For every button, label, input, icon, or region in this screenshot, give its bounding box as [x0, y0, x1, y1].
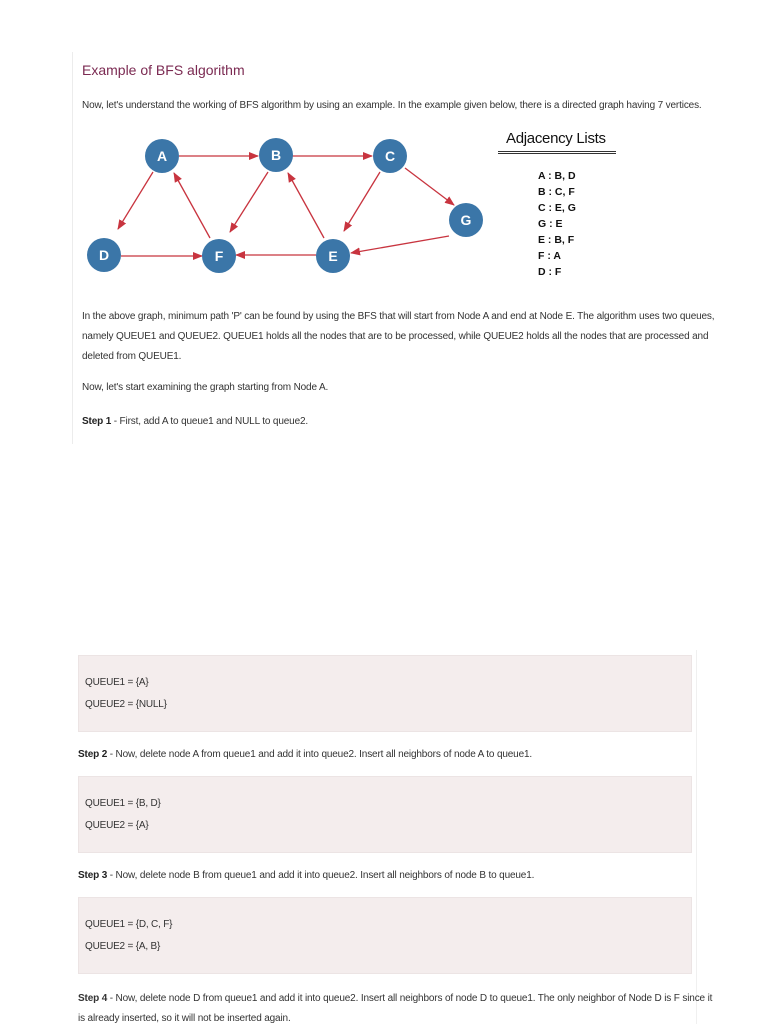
step-text: - First, add A to queue1 and NULL to queue2.	[111, 416, 309, 427]
adjacency-item: B : C, F	[538, 186, 575, 198]
adjacency-item: A : B, D	[538, 170, 576, 182]
adjacency-item: C : E, G	[538, 202, 576, 214]
step-label: Step 1	[82, 416, 112, 427]
intro-text: Now, let's understand the working of BFS algorithm by using an example. In the example given below, there is a directed graph having 7 vertices.	[82, 100, 702, 111]
step-text: - Now, delete node A from queue1 and add it into queue2. Insert all neighbors of node A to queue1.	[107, 749, 533, 760]
adjacency-title-underline	[498, 151, 616, 154]
edge-c-g	[405, 168, 454, 205]
queue-state-box	[78, 655, 692, 732]
step-label: Step 2	[78, 749, 108, 760]
queue1-value: QUEUE1 = {A}	[85, 677, 149, 688]
edge-b-f	[230, 172, 268, 232]
step-text: - Now, delete node B from queue1 and add it into queue2. Insert all neighbors of node B to queue1.	[107, 870, 535, 881]
bfs-graph-diagram	[80, 125, 500, 275]
section-heading: Example of BFS algorithm	[82, 62, 245, 78]
queue2-value: QUEUE2 = {A}	[85, 820, 149, 831]
step-3	[78, 870, 534, 881]
queue-state-box	[78, 897, 692, 974]
step-label: Step 3	[78, 870, 108, 881]
node-label-e: E	[328, 248, 338, 264]
step-text: - Now, delete node D from queue1 and add it into queue2. Insert all neighbors of node D to queue1. The only neighbor of Node D is F since it is already inserted, so it will not be inserted again.	[78, 993, 713, 1024]
queue1-value: QUEUE1 = {B, D}	[85, 798, 161, 809]
node-label-g: G	[460, 212, 472, 228]
adjacency-list	[538, 168, 576, 280]
edge-c-e	[344, 172, 380, 231]
node-label-d: D	[98, 247, 110, 263]
queue1-value: QUEUE1 = {D, C, F}	[85, 919, 173, 930]
adjacency-item: E : B, F	[538, 234, 575, 246]
content-border	[696, 650, 697, 1024]
adjacency-item: D : F	[538, 266, 562, 278]
edge-e-b	[288, 173, 324, 238]
step-4	[78, 989, 718, 1029]
step-2	[78, 749, 532, 760]
node-label-c: C	[384, 148, 396, 164]
graph-nodes	[87, 138, 483, 273]
queue-state-box	[78, 776, 692, 853]
adjacency-title: Adjacency Lists	[506, 130, 606, 147]
node-label-f: F	[214, 248, 224, 264]
node-label-a: A	[156, 148, 168, 164]
edge-a-d	[118, 172, 153, 229]
adjacency-item: G : E	[538, 218, 563, 230]
step-1	[82, 416, 308, 427]
node-label-b: B	[270, 147, 282, 163]
queue2-value: QUEUE2 = {NULL}	[85, 699, 167, 710]
explanation-paragraph: In the above graph, minimum path 'P' can be found by using the BFS that will start from Node A and end at Node E. The algorithm uses two queues, namely QUEUE1 and QUEUE2. QUEUE1 holds all the nodes that are to be processed, while QUEUE2 holds all the nodes that are processed and deleted from QUEUE1.	[82, 311, 715, 362]
start-paragraph: Now, let's start examining the graph starting from Node A.	[82, 382, 329, 393]
adjacency-item: F : A	[538, 250, 561, 262]
queue2-value: QUEUE2 = {A, B}	[85, 941, 161, 952]
edge-f-a	[174, 173, 210, 238]
step-label: Step 4	[78, 993, 108, 1004]
edge-g-e	[351, 236, 449, 253]
